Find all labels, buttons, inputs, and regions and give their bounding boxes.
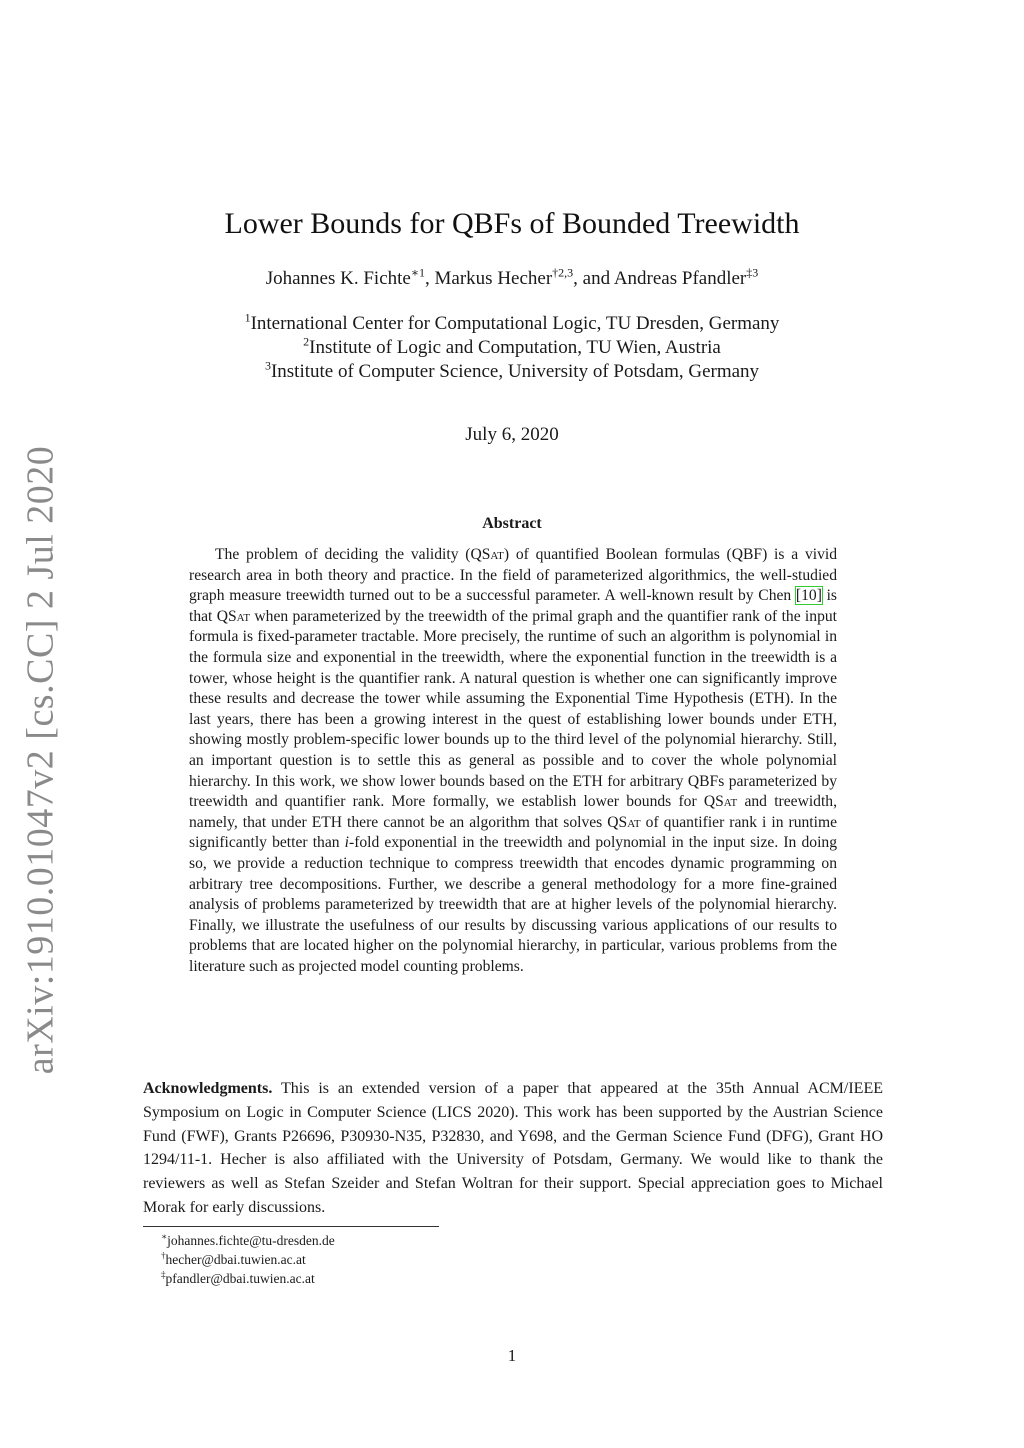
footnote-divider [143, 1226, 439, 1227]
paper-date: July 6, 2020 [465, 424, 559, 445]
footnote-email: johannes.fichte@tu-dresden.de [167, 1233, 335, 1248]
author-list [0, 265, 1024, 290]
abstract-text: -fold exponential in the treewidth and polynomial in the input size. In doing so, we provide a reduction technique to compress treewidth that encodes dynamic programming on arbitrary tree decompositions. Further, we describe a general methodology for a more fine-grained analysis of problems parameterized by treewidth that are at higher levels of the polynomial hierarchy. Finally, we illustrate the usefulness of our results by discussing various applications of our results to problems that are located higher on the polynomial hierarchy, in particular, various problems from the literature such as projected model counting problems. [189, 834, 837, 975]
footnote-list [161, 1231, 335, 1288]
footnote-email: pfandler@dbai.tuwien.ac.at [165, 1271, 315, 1286]
affiliation-text: International Center for Computational Logic, TU Dresden, Germany [250, 313, 780, 334]
acknowledgments-heading: Acknowledgments. [143, 1080, 273, 1097]
author-affiliation-marks: †2,3 [552, 265, 574, 280]
abstract-text: of quantifier rank i in runtime significantly better than [189, 813, 837, 852]
arxiv-identifier-text: arXiv:1910.01047v2 [cs.CC] 2 Jul 2020 [19, 445, 62, 1075]
author-affiliation-marks: ‡3 [746, 265, 759, 280]
arxiv-identifier-stamp [2, 445, 78, 1075]
affiliation-number: 2 [303, 334, 310, 349]
qsat-small-caps: Sat [227, 607, 251, 625]
footnote-email: hecher@dbai.tuwien.ac.at [165, 1252, 306, 1267]
page-number: 1 [507, 1346, 517, 1365]
author-name: Markus Hecher [434, 268, 553, 289]
abstract-text: ) of quantified Boolean formulas (QBF) is a vivid research area in both theory and practice. In the field of parameterized algorithmics, the well-studied graph measure treewidth turned out to be a successful parameter. A well-known result by Chen [189, 546, 837, 605]
acknowledgments-text: This is an extended version of a paper that appeared at the 35th Annual ACM/IEEE Symposium on Logic in Computer Science (LICS 2020). This work has been supported by the Austrian Science Fund (FWF), Grants P26696, P30930-N35, P32830, and Y698, and the German Science Fund (DFG), Grant HO 1294/11-1. Hecher is also affiliated with the University of Potsdam, Germany. We would like to thank the reviewers as well as Stefan Szeider and Stefan Woltran for their support. Special appreciation goes to Michael Morak for early discussions. [143, 1080, 883, 1216]
acknowledgments-paragraph [143, 1077, 883, 1220]
affiliation-number: 3 [264, 358, 271, 373]
abstract-text: is that Q [189, 587, 837, 625]
qsat-small-caps: Sat [481, 546, 504, 563]
citation-link[interactable]: [10] [795, 587, 822, 605]
affiliation-line [0, 360, 1024, 384]
affiliation-text: Institute of Logic and Computation, TU Wien, Austria [309, 337, 721, 358]
abstract-text: The problem of deciding the validity (Q [215, 546, 482, 563]
paper-title: Lower Bounds for QBFs of Bounded Treewidth [224, 207, 800, 240]
footnote-mark: ‡ [161, 1269, 166, 1280]
author-affiliation-marks: ∗1 [410, 265, 426, 280]
qsat-small-caps: Sat [618, 813, 641, 831]
qsat-small-caps: Sat [715, 793, 738, 811]
footnote-mark: † [161, 1250, 166, 1261]
footnote [161, 1250, 335, 1269]
footnote-mark: ∗ [161, 1231, 168, 1242]
footnote [161, 1269, 335, 1288]
author-name: Andreas Pfandler [613, 268, 747, 289]
affiliation-list [0, 312, 1024, 384]
abstract-text: and treewidth, namely, that under ETH there cannot be an algorithm that solves Q [189, 793, 837, 831]
author-separator: , and [573, 268, 614, 289]
footnote [161, 1231, 335, 1250]
affiliation-number: 1 [244, 310, 251, 325]
affiliation-line [0, 336, 1024, 360]
abstract-italic-variable: i [344, 834, 349, 852]
author-name: Johannes K. Fichte [265, 268, 411, 289]
author-separator: , [425, 268, 435, 289]
abstract-heading: Abstract [482, 515, 542, 532]
affiliation-text: Institute of Computer Science, University of Potsdam, Germany [270, 361, 760, 382]
abstract-text: when parameterized by the treewidth of the primal graph and the quantifier rank of the input formula is fixed-parameter tractable. More precisely, the runtime of such an algorithm is polynomial in the formula size and exponential in the treewidth, where the exponential function in the treewidth is a tower, whose height is the quantifier rank. A natural question is whether one can significantly improve these results and decrease the tower while assuming the Exponential Time Hypothesis (ETH). In the last years, there has been a growing interest in the quest of establishing lower bounds under ETH, showing mostly problem-specific lower bounds up to the third level of the polynomial hierarchy. Still, an important question is to settle this as general as possible and to cover the whole polynomial hierarchy. In this work, we show lower bounds based on the ETH for arbitrary QBFs parameterized by treewidth and quantifier rank. More formally, we establish lower bounds for Q [189, 607, 837, 811]
affiliation-line [0, 312, 1024, 336]
abstract-body [189, 545, 837, 977]
